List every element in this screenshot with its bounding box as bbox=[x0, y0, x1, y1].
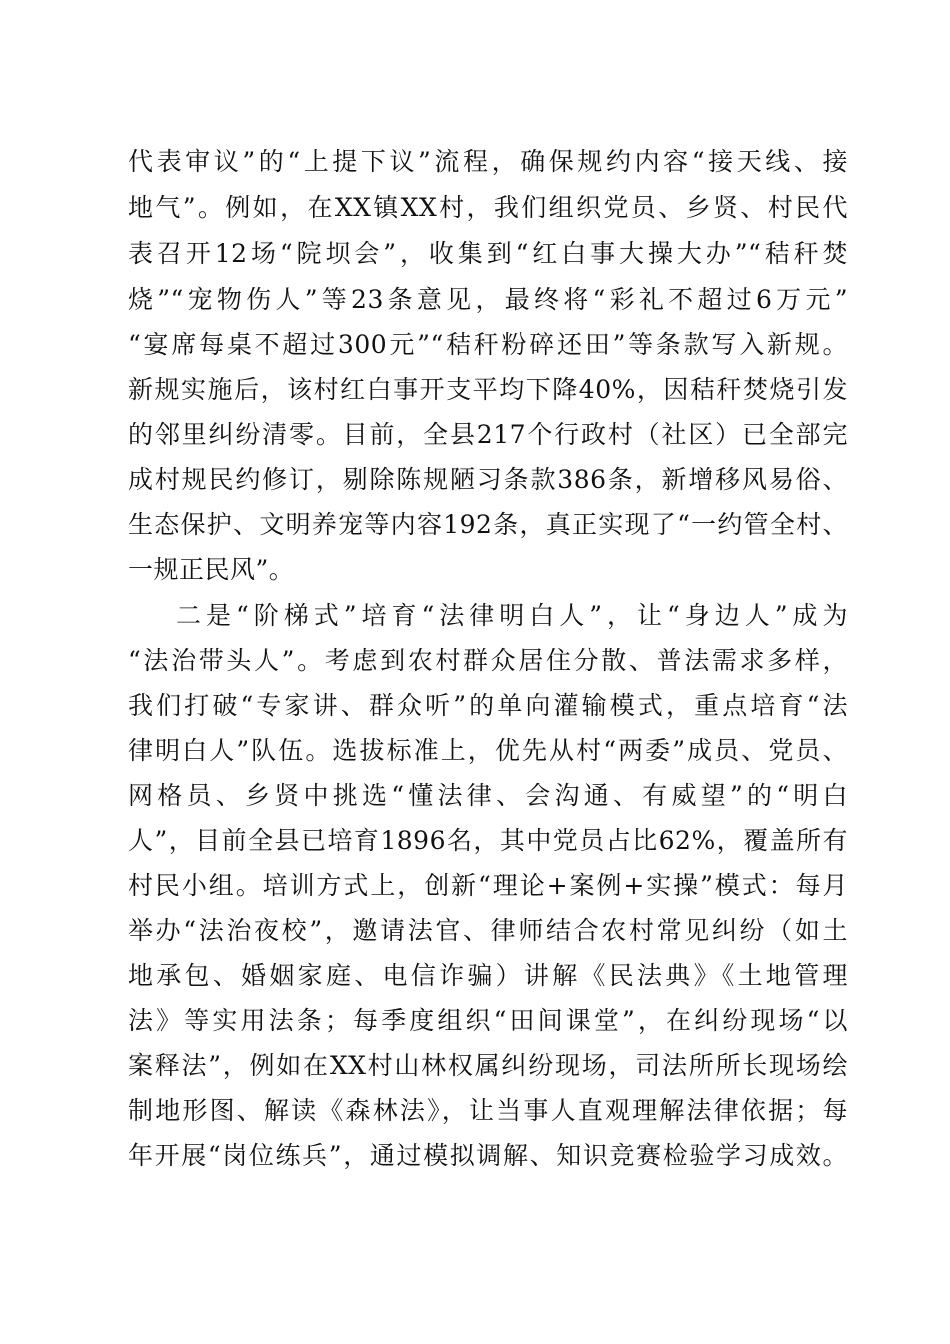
paragraph-line: 二是“阶梯式”培育“法律明白人”，让“身边人”成为 bbox=[176, 601, 848, 630]
paragraph-line: 村民小组。培训方式上，创新“理论+案例+实操”模式：每月 bbox=[128, 871, 848, 900]
paragraph-line: 年开展“岗位练兵”，通过模拟调解、知识竞赛检验学习成效。 bbox=[128, 1141, 848, 1170]
paragraph-line: 成村规民约修订，剔除陈规陋习条款386条，新增移风易俗、 bbox=[128, 465, 848, 494]
paragraph-line: “法治带头人”。考虑到农村群众居住分散、普法需求多样， bbox=[128, 646, 848, 675]
paragraph-line: 人”，目前全县已培育1896名，其中党员占比62%，覆盖所有 bbox=[128, 826, 848, 855]
paragraph-line: 法》等实用法条；每季度组织“田间课堂”，在纠纷现场“以 bbox=[128, 1006, 848, 1035]
paragraph-line: 表召开12场“院坝会”，收集到“红白事大操大办”“秸秆焚 bbox=[128, 239, 848, 268]
paragraph-line: 案释法”，例如在XX村山林权属纠纷现场，司法所所长现场绘 bbox=[128, 1051, 848, 1080]
paragraph-line: 地承包、婚姻家庭、电信诈骗）讲解《民法典》《土地管理 bbox=[128, 961, 848, 990]
paragraph-line: 网格员、乡贤中挑选“懂法律、会沟通、有威望”的“明白 bbox=[128, 781, 848, 810]
paragraph-line: 地气”。例如，在XX镇XX村，我们组织党员、乡贤、村民代 bbox=[128, 193, 848, 222]
paragraph-line: 的邻里纠纷清零。目前，全县217个行政村（社区）已全部完 bbox=[128, 420, 848, 449]
paragraph-line: 律明白人”队伍。选拔标准上，优先从村“两委”成员、党员、 bbox=[128, 736, 848, 765]
paragraph-line: 代表审议”的“上提下议”流程，确保规约内容“接天线、接 bbox=[128, 147, 848, 176]
paragraph-line: 一规正民风”。 bbox=[128, 555, 295, 584]
paragraph-line: 我们打破“专家讲、群众听”的单向灌输模式，重点培育“法 bbox=[128, 691, 848, 720]
paragraph-line: 生态保护、文明养宠等内容192条，真正实现了“一约管全村、 bbox=[128, 510, 848, 539]
paragraph-line: 举办“法治夜校”，邀请法官、律师结合农村常见纠纷（如土 bbox=[128, 916, 848, 945]
paragraph-line: 烧”“宠物伤人”等23条意见，最终将“彩礼不超过6万元” bbox=[128, 285, 848, 314]
paragraph-line: “宴席每桌不超过300元”“秸秆粉碎还田”等条款写入新规。 bbox=[128, 330, 848, 359]
paragraph-line: 制地形图、解读《森林法》，让当事人直观理解法律依据；每 bbox=[128, 1096, 848, 1125]
paragraph-line: 新规实施后，该村红白事开支平均下降40%，因秸秆焚烧引发 bbox=[128, 375, 848, 404]
